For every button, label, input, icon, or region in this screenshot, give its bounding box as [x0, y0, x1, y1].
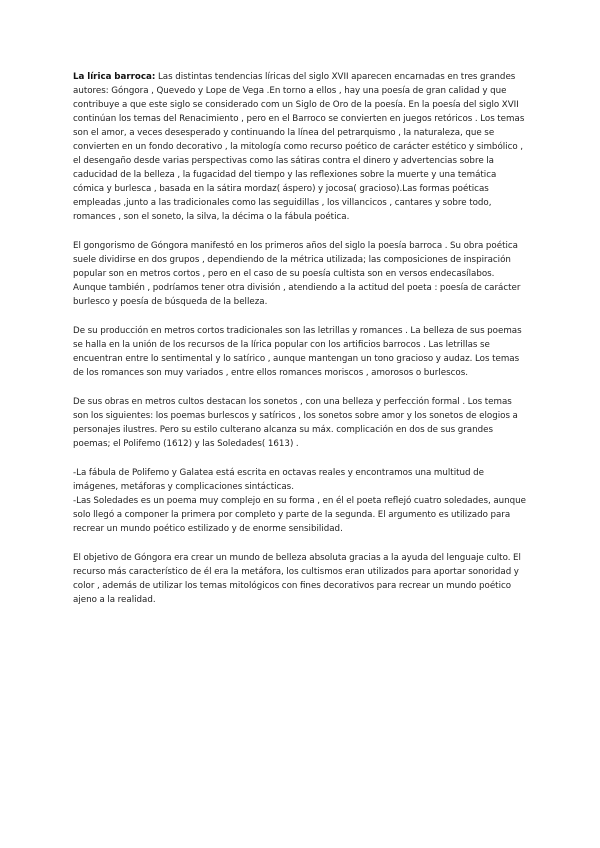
paragraph-soledades: -Las Soledades es un poema muy complejo en su forma , en él el poeta reflejó cuatro soledades, aunque solo llegó a componer la primera por completo y parte de la segunda. El argumento es utilizado para recrear un mundo poético estilizado y de enorme sensibilidad.	[73, 496, 527, 534]
document-page	[73, 70, 529, 622]
paragraph-polifemo: -La fábula de Polifemo y Galatea está escrita en octavas reales y encontramos una multitud de imágenes, metáforas y complicaciones sintácticas.	[73, 468, 484, 492]
paragraph-objetivo: El objetivo de Góngora era crear un mundo de belleza absoluta gracias a la ayuda del lenguaje culto. El recurso más característico de él era la metáfora, los cultismos eran utilizados para aportar sonoridad y color , además de utilizar los temas mitológicos con fines decorativos para recrear un mundo poético ajeno a la realidad.	[73, 553, 521, 605]
paragraph-intro	[73, 70, 529, 224]
paragraph-gongorismo: El gongorismo de Góngora manifestó en los primeros años del siglo la poesía barroca . Su obra poética suele dividirse en dos grupos , dependiendo de la métrica utilizada; las composiciones de inspiración popular son en metros cortos , pero en el caso de su poesía cultista son en versos endecasílabos. Aunque también , podríamos tener otra división , atendiendo a la actitud del poeta : poesía de carácter burlesco y poesía de búsqueda de la belleza.	[73, 241, 521, 307]
paragraph-metros-cultos: De sus obras en metros cultos destacan los sonetos , con una belleza y perfección formal . Los temas son los siguientes: los poemas burlescos y satíricos , los sonetos sobre amor y los sonetos de elogios a personajes ilustres. Pero su estilo culterano alcanza su máx. complicación en dos de sus grandes poemas; el Polifemo (1612) y las Soledades( 1613) .	[73, 397, 518, 449]
section-title: La lírica barroca:	[73, 72, 156, 82]
paragraph-metros-cortos: De su producción en metros cortos tradicionales son las letrillas y romances . La belleza de sus poemas se halla en la unión de los recursos de la lírica popular con los artificios barrocos . Las letrillas se encuentran entre lo sentimental y lo satírico , aunque mantengan un tono gracioso y audaz. Los temas de los romances son muy variados , entre ellos romances moriscos , amorosos o burlescos.	[73, 326, 522, 378]
paragraph-intro-text: Las distintas tendencias líricas del siglo XVII aparecen encarnadas en tres grandes autores: Góngora , Quevedo y Lope de Vega .En torno a ellos , hay una poesía de gran calidad y que contribuye a que este siglo se considerado com un Siglo de Oro de la poesía. En la poesía del siglo XVII continúan los temas del Renacimiento , pero en el Barroco se convierten en juegos retóricos . Los temas son el amor, a veces desesperado y continuando la línea del petrarquismo , la naturaleza, que se convierten en un fondo decorativo , la mitología como recurso poético de carácter estético y simbólico , el desengaño desde varias perspectivas como las sátiras contra el dinero y advertencias sobre la caducidad de la belleza , la fugacidad del tiempo y las reflexiones sobre la muerte y una temática cómica y burlesca , basada en la sátira mordaz( áspero) y jocosa( gracioso).Las formas poéticas empleadas ,junto a las tradicionales como las seguidillas , los villancicos , cantares y sobre todo, romances , son el soneto, la silva, la décima o la fábula poética.	[73, 72, 525, 222]
